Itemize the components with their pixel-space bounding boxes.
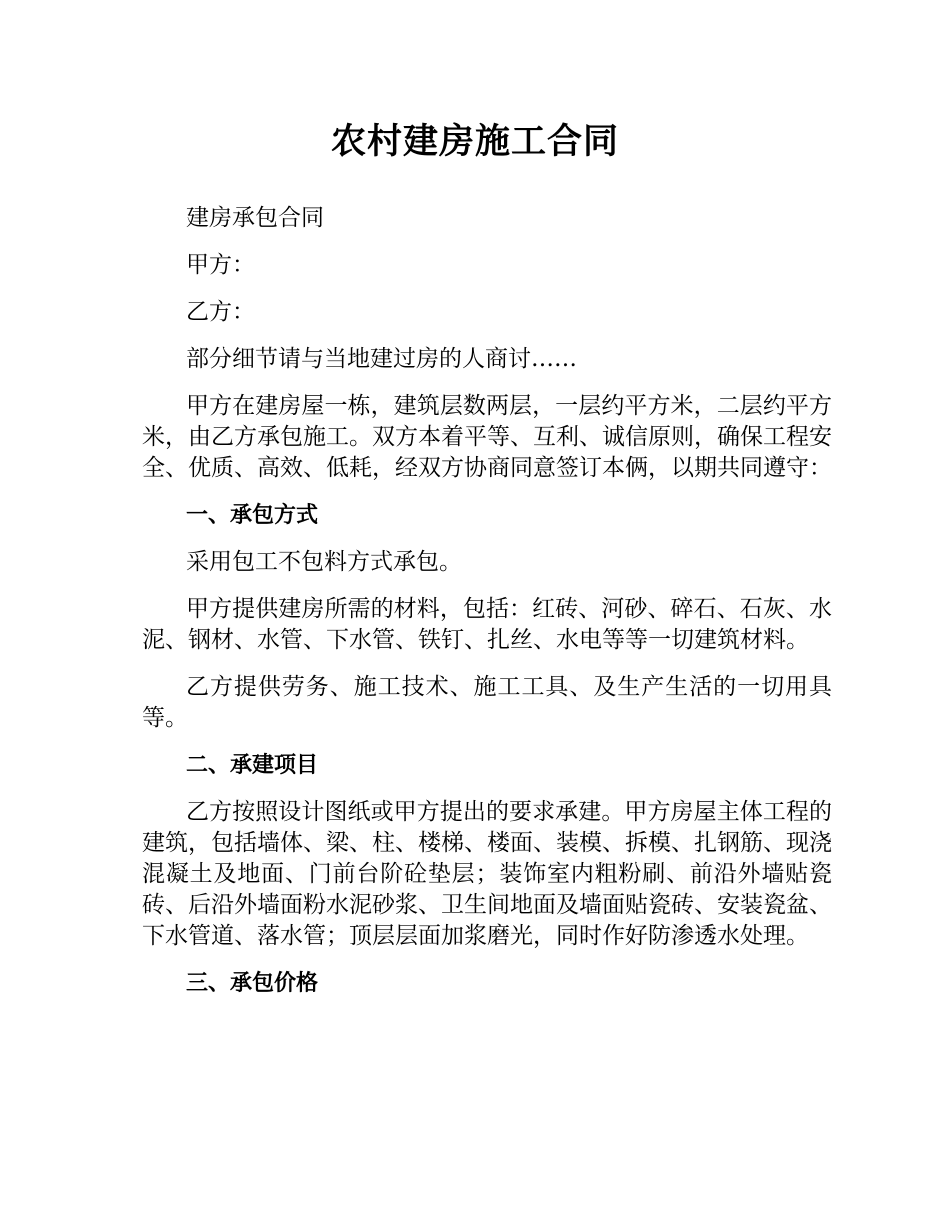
party-b-line: 乙方：: [186, 299, 255, 325]
paragraph: 甲方提供建房所需的材料，包括：红砖、河砂、碎石、石灰、水泥、钢材、水管、下水管、铁钉、扎丝、水电等等一切建筑材料。: [142, 596, 832, 653]
paragraph: 乙方提供劳务、施工技术、施工工具、及生产生活的一切用具等。: [142, 674, 832, 731]
paragraph: 甲方在建房屋一栋，建筑层数两层，一层约平方米，二层约平方米，由乙方承包施工。双方本着平等、互利、诚信原则，确保工程安全、优质、高效、低耗，经双方协商同意签订本俩，以期共同遵守：: [142, 393, 832, 481]
document-title: 农村建房施工合同: [330, 122, 619, 162]
party-a-line: 甲方：: [186, 252, 255, 278]
section-heading: 三、承包价格: [186, 971, 319, 996]
paragraph: 乙方按照设计图纸或甲方提出的要求承建。甲方房屋主体工程的建筑，包括墙体、梁、柱、楼梯、楼面、装模、拆模、扎钢筋、现浇混凝土及地面、门前台阶砼垫层；装饰室内粗粉刷、前沿外墙贴瓷砖、后沿外墙面粉水泥砂浆、卫生间地面及墙面贴瓷砖、安装瓷盆、下水管道、落水管；顶层层面加浆磨光，同时作好防渗透水处理。: [142, 799, 832, 949]
paragraph: 采用包工不包料方式承包。: [186, 549, 462, 575]
section-heading: 二、承建项目: [186, 753, 319, 778]
section-heading: 一、承包方式: [186, 503, 319, 528]
paragraph: 部分细节请与当地建过房的人商讨……: [186, 346, 577, 372]
document-body: [142, 203, 832, 1015]
paragraph: 建房承包合同: [186, 205, 324, 231]
